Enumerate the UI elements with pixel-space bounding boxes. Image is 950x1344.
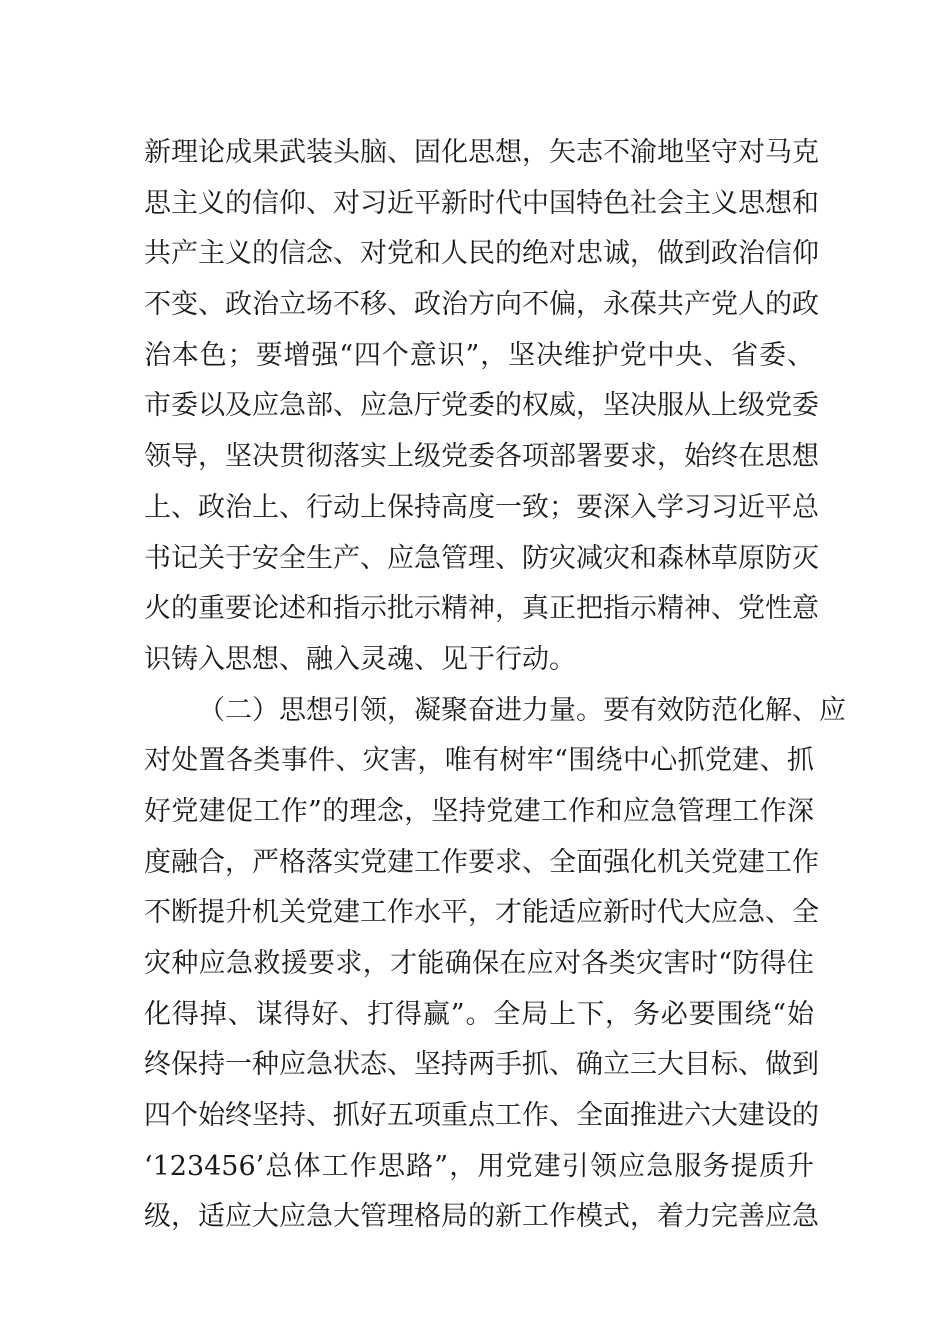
body-text	[144, 128, 846, 1243]
section-heading-line: （二）思想引领，凝聚奋进力量。要有效防范化解、应	[198, 694, 846, 726]
text-line: 灾种应急救援要求，才能确保在应对各类灾害时“防得住	[144, 948, 814, 979]
text-line: 新理论成果武装头脑、固化思想，矢志不渝地坚守对马克	[144, 137, 819, 168]
text-line: 好党建促工作”的理念，坚持党建工作和应急管理工作深	[144, 795, 814, 827]
text-line: 终保持一种应急状态、坚持两手抓、确立三大目标、做到	[144, 1049, 819, 1081]
text-line: 共产主义的信念、对党和人民的绝对忠诚，做到政治信仰	[144, 238, 819, 270]
text-line: 化得掉、谋得好、打得赢”。全局上下，务必要围绕“始	[144, 998, 814, 1030]
text-line: 市委以及应急部、应急厅党委的权威，坚决服从上级党委	[144, 390, 819, 422]
text-line: 度融合，严格落实党建工作要求、全面强化机关党建工作	[144, 846, 819, 878]
text-line: 不断提升机关党建工作水平，才能适应新时代大应急、全	[144, 897, 819, 929]
text-line: 书记关于安全生产、应急管理、防灾减灾和森林草原防灭	[144, 542, 819, 574]
text-line: 四个始终坚持、抓好五项重点工作、全面推进六大建设的	[144, 1100, 819, 1132]
paragraph-end-line: 识铸入思想、融入灵魂、见于行动。	[144, 643, 576, 675]
text-line: 对处置各类事件、灾害，唯有树牢“围绕中心抓党建、抓	[144, 745, 814, 777]
text-line: 领导，坚决贯彻落实上级党委各项部署要求，始终在思想	[144, 441, 819, 473]
text-line: 不变、政治立场不移、政治方向不偏，永葆共产党人的政	[144, 289, 819, 321]
text-line: 火的重要论述和指示批示精神，真正把指示精神、党性意	[144, 593, 819, 625]
text-line: 治本色；要增强“四个意识”，坚决维护党中央、省委、	[144, 339, 814, 371]
text-line: 思主义的信仰、对习近平新时代中国特色社会主义思想和	[144, 187, 819, 219]
text-line: ‘123456’总体工作思路”，用党建引领应急服务提质升	[144, 1150, 814, 1182]
text-line: 上、政治上、行动上保持高度一致；要深入学习习近平总	[144, 491, 819, 523]
text-line: 级，适应大应急大管理格局的新工作模式，着力完善应急	[144, 1201, 819, 1233]
